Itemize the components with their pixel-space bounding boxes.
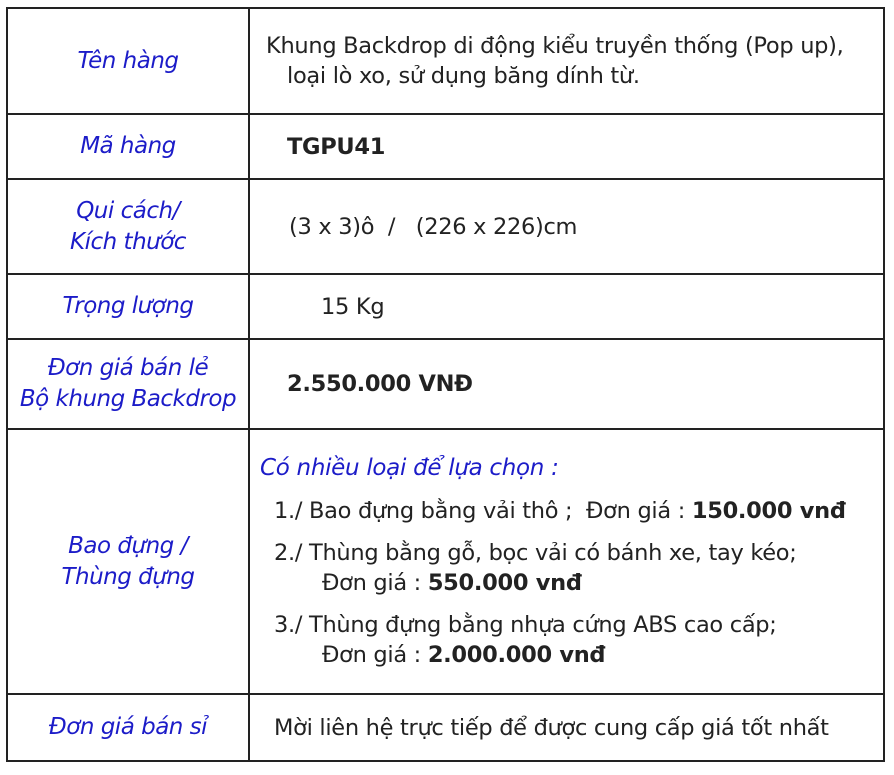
label-text: Đơn giá bán sỉ	[48, 714, 208, 740]
spec-size: (3 x 3)ô / (226 x 226)cm	[289, 213, 578, 240]
label-weight	[7, 274, 249, 339]
label-case	[7, 429, 249, 694]
row-product-code	[7, 114, 884, 179]
case-option-2	[274, 538, 883, 598]
case-option-text: 1./ Bao đựng bằng vải thô ; Đơn giá :	[274, 498, 692, 524]
value-retail-price	[249, 339, 884, 429]
case-option-price-label: Đơn giá :	[322, 570, 428, 596]
case-option-text: 2./ Thùng bằng gỗ, bọc vải có bánh xe, tay kéo;	[274, 540, 797, 566]
label-text: Tên hàng	[77, 47, 179, 74]
label-text-line1: Bao đựng /	[68, 532, 188, 559]
case-intro: Có nhiều loại để lựa chọn :	[260, 455, 559, 481]
row-weight	[7, 274, 884, 339]
case-option-price: 150.000 vnđ	[691, 498, 846, 524]
value-wholesale-price	[249, 694, 884, 761]
label-text-line1: Đơn giá bán lẻ	[47, 355, 209, 381]
case-option-1	[274, 496, 883, 526]
value-product-name	[249, 8, 884, 114]
row-wholesale-price	[7, 694, 884, 761]
value-spec-size	[249, 179, 884, 274]
row-spec-size	[7, 179, 884, 274]
case-option-price-line	[274, 568, 883, 598]
label-product-name	[7, 8, 249, 114]
case-option-price: 2.000.000 vnđ	[427, 642, 606, 668]
label-text: Mã hàng	[80, 133, 176, 159]
weight: 15 Kg	[321, 293, 385, 320]
case-option-text: 3./ Thùng đựng bằng nhựa cứng ABS cao cấp;	[274, 612, 777, 638]
label-text-line2: Kích thước	[70, 228, 186, 255]
row-product-name	[7, 8, 884, 114]
label-text-line2: Bộ khung Backdrop	[19, 386, 237, 412]
value-weight	[249, 274, 884, 339]
value-case	[249, 429, 884, 694]
case-option-3	[274, 610, 883, 670]
label-retail-price	[7, 339, 249, 429]
case-option-price-line	[274, 640, 883, 670]
product-name-line2: loại lò xo, sử dụng băng dính từ.	[287, 63, 640, 89]
product-name-line1: Khung Backdrop di động kiểu truyền thống (Pop up),	[266, 33, 844, 59]
label-text: Trọng lượng	[62, 293, 194, 319]
label-spec-size	[7, 179, 249, 274]
wholesale-price: Mời liên hệ trực tiếp để được cung cấp giá tốt nhất	[274, 714, 829, 741]
label-wholesale-price	[7, 694, 249, 761]
row-case	[7, 429, 884, 694]
label-text-line1: Qui cách/	[76, 197, 180, 224]
product-code: TGPU41	[287, 133, 386, 160]
label-product-code	[7, 114, 249, 179]
case-option-price: 550.000 vnđ	[427, 570, 582, 596]
value-product-code	[249, 114, 884, 179]
product-spec-table	[6, 7, 885, 762]
label-text-line2: Thùng đựng	[61, 563, 195, 590]
row-retail-price	[7, 339, 884, 429]
case-option-price-label: Đơn giá :	[322, 642, 428, 668]
retail-price: 2.550.000 VNĐ	[287, 371, 473, 397]
